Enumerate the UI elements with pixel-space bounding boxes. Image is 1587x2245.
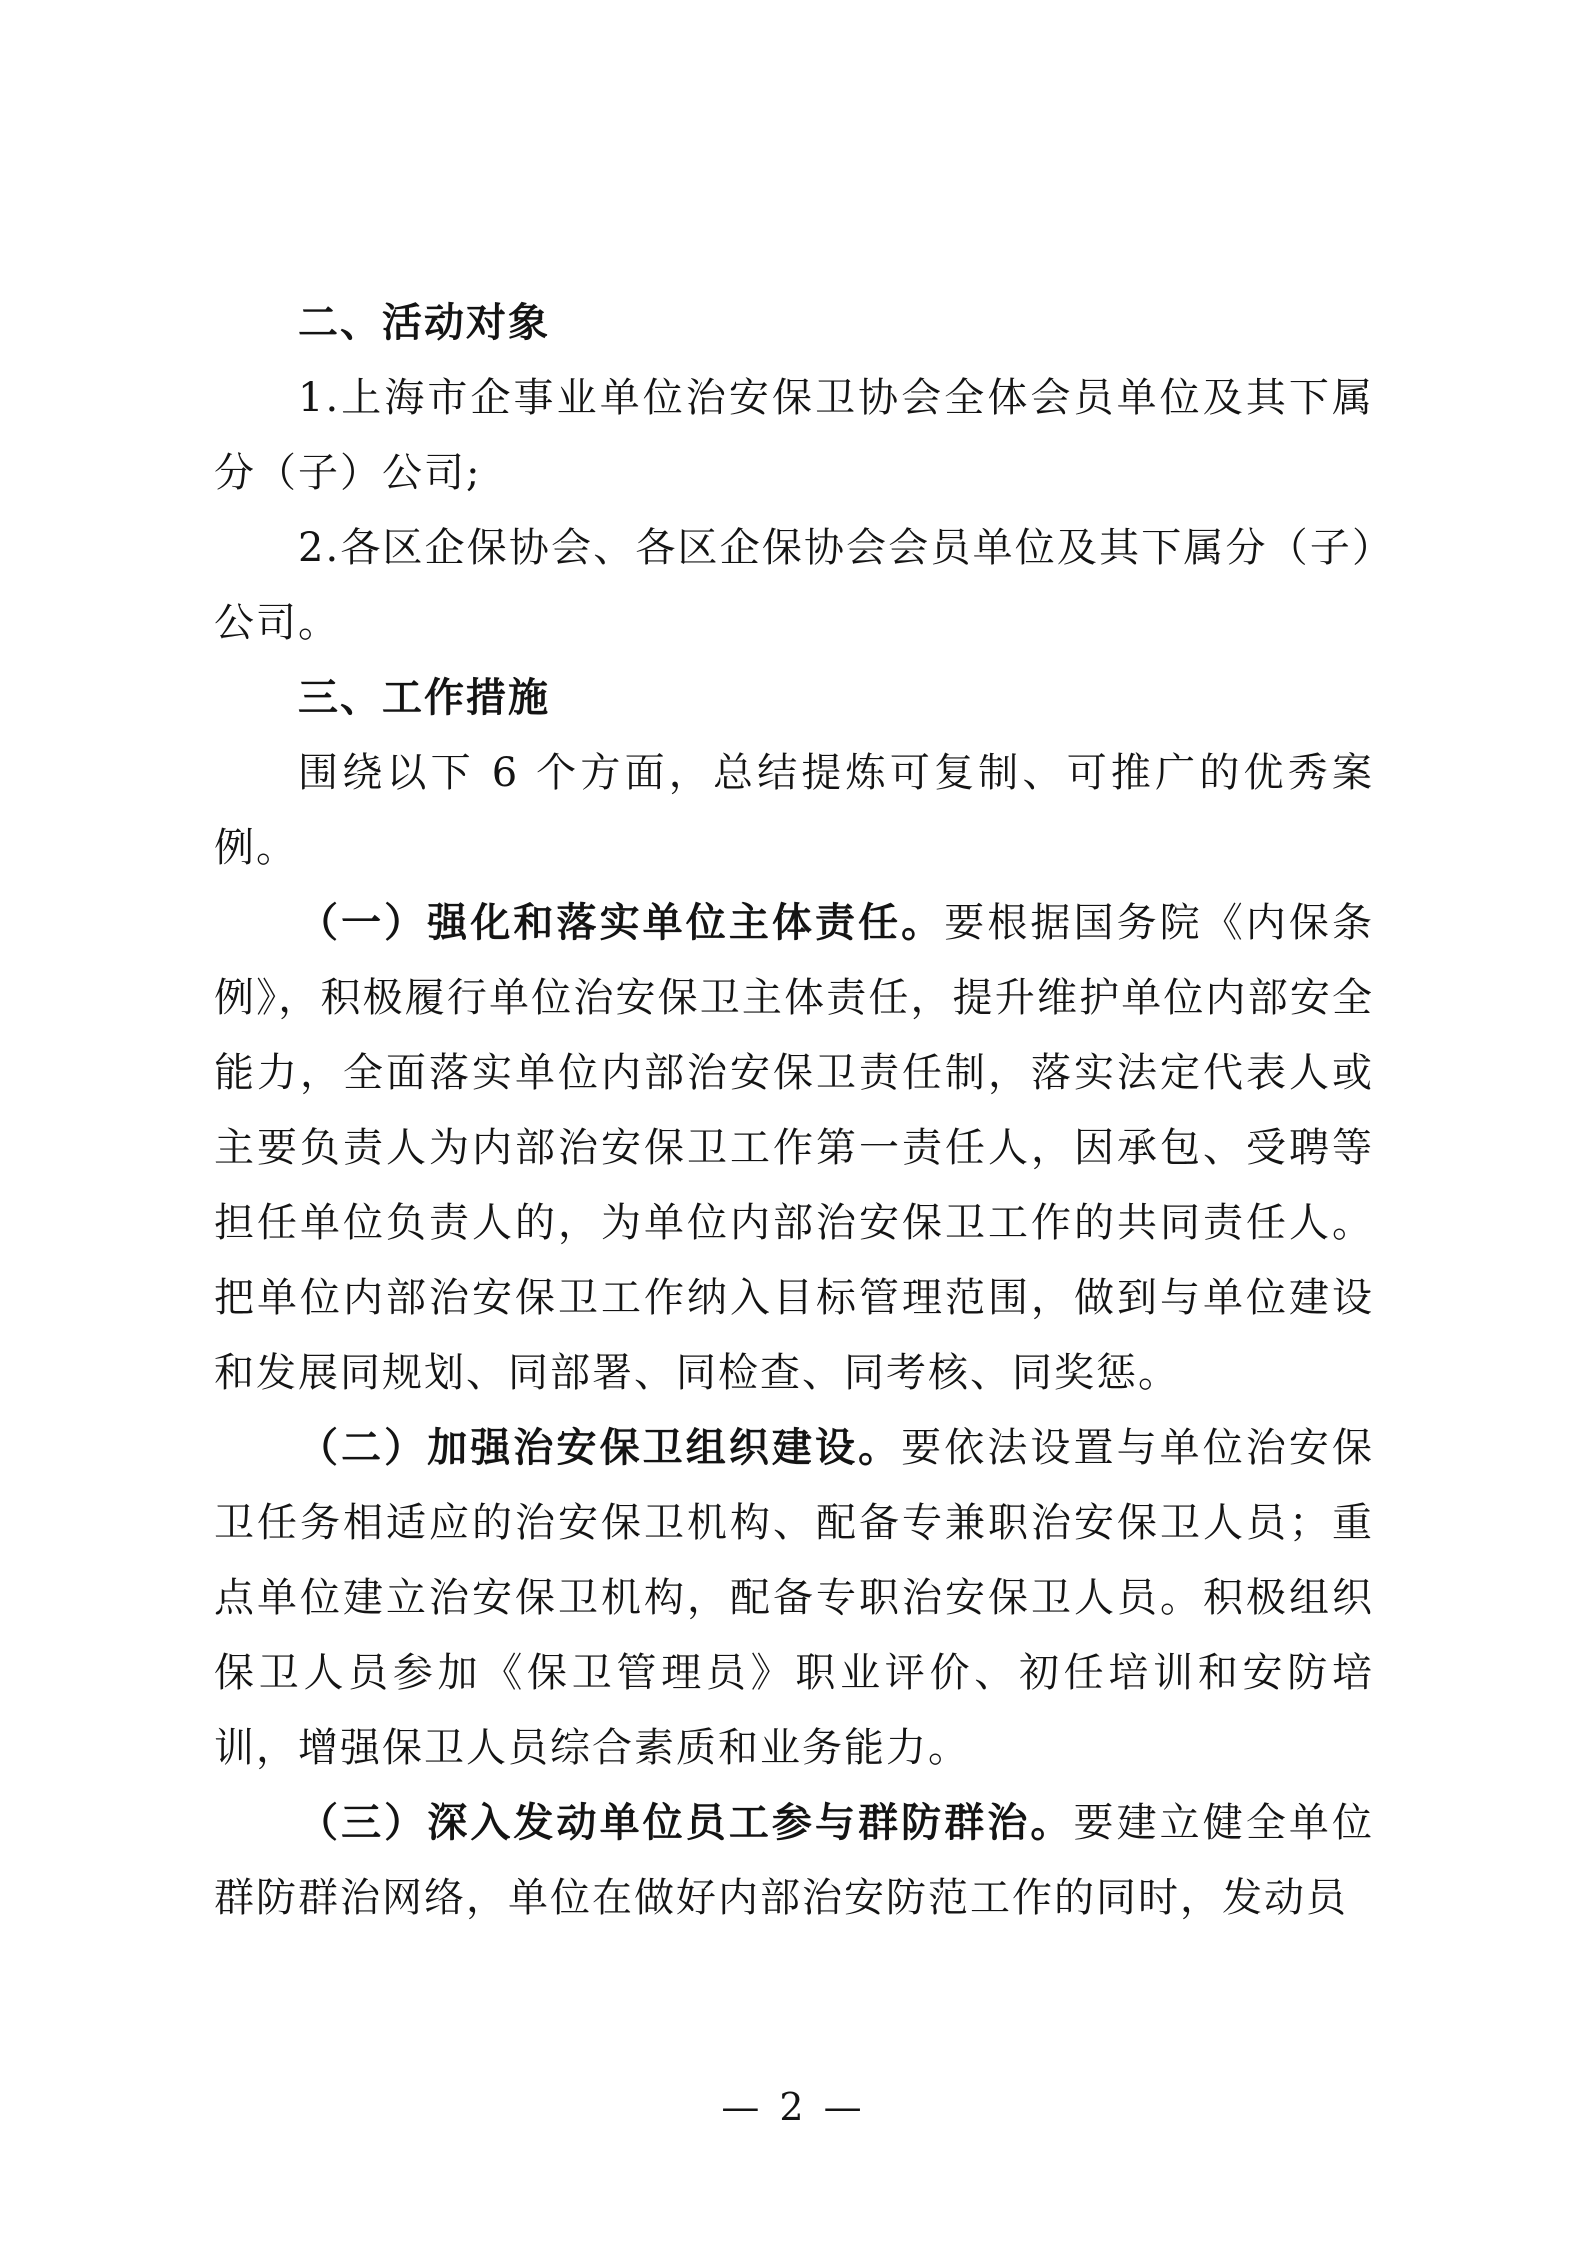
measure-body-3: 要建立健全单位群防群治网络，单位在做好内部治安防范工作的同时，发动员 bbox=[214, 1800, 1374, 1921]
measure-title-1: （一）强化和落实单位主体责任。 bbox=[298, 900, 945, 946]
section-heading-activity-targets: 二、活动对象 bbox=[298, 300, 550, 346]
measure-title-3: （三）深入发动单位员工参与群防群治。 bbox=[298, 1800, 1074, 1846]
measure-body-2: 要依法设置与单位治安保卫任务相适应的治安保卫机构、配备专兼职治安保卫人员；重点单位建立治安保卫机构，配备专职治安保卫人员。积极组织保卫人员参加《保卫管理员》职业评价、初任培训和安防培训，增强保卫人员综合素质和业务能力。 bbox=[214, 1425, 1375, 1771]
measure-paragraph-1 bbox=[214, 886, 1374, 1411]
page-number: — 2 — bbox=[721, 2085, 866, 2129]
document-body bbox=[214, 286, 1374, 1936]
measure-body-1: 要根据国务院《内保条例》，积极履行单位治安保卫主体责任，提升维护单位内部安全能力，全面落实单位内部治安保卫责任制，落实法定代表人或主要负责人为内部治安保卫工作第一责任人，因承包、受聘等担任单位负责人的，为单位内部治安保卫工作的共同责任人。把单位内部治安保卫工作纳入目标管理范围，做到与单位建设和发展同规划、同部署、同检查、同考核、同奖惩。 bbox=[214, 900, 1374, 1396]
list-item-target-2: 2.各区企保协会、各区企保协会会员单位及其下属分（子）公司。 bbox=[214, 525, 1374, 646]
list-item-target-1: 1.上海市企事业单位治安保卫协会全体会员单位及其下属分（子）公司; bbox=[214, 375, 1374, 496]
measure-paragraph-2 bbox=[214, 1411, 1374, 1786]
measure-title-2: （二）加强治安保卫组织建设。 bbox=[298, 1425, 902, 1471]
measure-paragraph-3 bbox=[214, 1786, 1374, 1936]
intro-paragraph: 围绕以下 6 个方面，总结提炼可复制、可推广的优秀案例。 bbox=[214, 750, 1374, 871]
section-heading-work-measures: 三、工作措施 bbox=[298, 675, 550, 721]
